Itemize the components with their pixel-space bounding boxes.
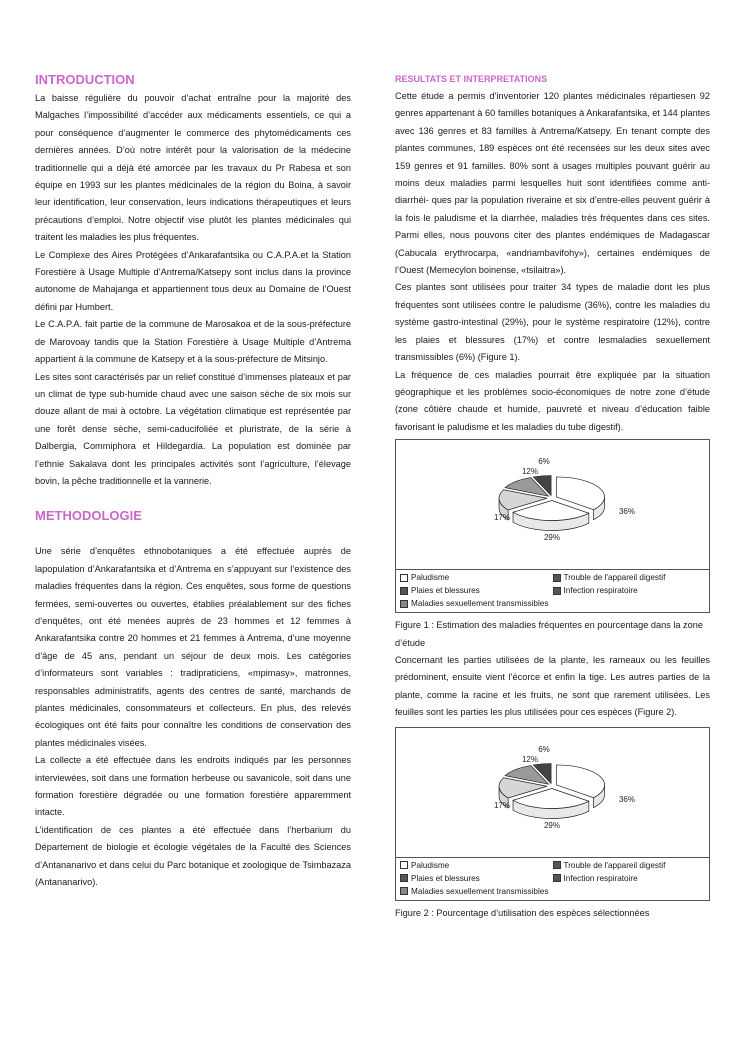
figure-2-caption: Figure 2 : Pourcentage d’utilisation des espèces sélectionnées	[395, 907, 650, 918]
results-paragraph: Cette étude a permis d’inventorier 120 plantes médicinales répartiesen 92 genres appartenant à 60 familles botaniques à Ankarafantsika, et 144 plantes avec 136 genres et 83 familles à Antrema/Katsepy. En tenant compte des plantes communes, 189 espèces ont été recensées sur les deux sites avec 159 genres et 91 familles. 80% sont à usages multiples pouvant guérir au moins deux maladies parmi lesquelles huit sont identifiées comme anti-diarrhéi- ques par la population riveraine et six d’entre-elles peuvent guérir à la fois le paludisme et la diarrhée, maladies très fréquentes dans ces sites. Parmi elles, nous pouvons citer des plantes endémiques de Madagascar (Cabucala erythrocarpa, «andriambavifohy»), certaines endémiques de l’Ouest (Memecylon boinense, «tsilaitra»).	[395, 91, 710, 276]
legend-item: Maladies sexuellement transmissibles	[400, 599, 563, 608]
legend-item: Plaies et blessures	[400, 874, 553, 883]
pie-label: 29%	[543, 820, 561, 830]
intro-paragraph: Les sites sont caractérisés par un relief constitué d’immenses plateaux et par un climat de type sub-humide chaud avec une saison sèche de six mois sur douze allant de mai à octobre. La végétation climatique est représentée par une forêt dense sèche, semi-caducifoliée et pluristrate, de la série à Dalbergia, Commiphora et Hildegardia. La population est dominée par l’ethnie Sakalava dont les principales activités sont l’agriculture, l’élevage bovin, la pêche traditionnelle et la vannerie.	[35, 371, 351, 486]
method-paragraph: Une série d’enquêtes ethnobotaniques a été effectuée auprès de lapopulation d’Ankarafantsika et d’Antrema en s’appuyant sur l’existence des maladies fréquentes dans la région. Ces enquêtes, sous forme de questions fermées, semi-ouvertes ou ouvertes, établies préalablement sur des fiches d’enquêtes, ont été menées auprès de 23 hommes et 12 femmes à Ankarafantsika contre 20 hommes et 21 femmes à Antrema, d’une moyenne d’âge de 45 ans, pendant un séjour de deux mois. Les catégories d’informateurs sont variables : tradipraticiens, «mpimasy», matronnes, responsables administratifs, agents des centres de santé, marchands de plantes médicinales, consommateurs et collecteurs. En plus, des relevés écologiques ont été faits pour connaître les conditions de conservation des plantes médicinales visées.	[35, 546, 351, 748]
pie-chart-1	[396, 440, 709, 569]
introduction-heading: INTRODUCTION	[35, 72, 135, 87]
legend-swatch	[553, 874, 561, 882]
figure-2	[395, 727, 710, 901]
legend-swatch	[553, 587, 561, 595]
legend-swatch	[553, 574, 561, 582]
method-paragraph: La collecte a été effectuée dans les endroits indiqués par les personnes interviewées, soit dans une formation herbeuse ou savanicole, soit dans une formation forestière dégradée ou une formation forestière apparemment intacte.	[35, 755, 351, 818]
results-heading: RESULTATS ET INTERPRETATIONS	[395, 74, 548, 84]
legend-swatch	[400, 861, 408, 869]
legend-item: Infection respiratoire	[553, 586, 706, 595]
pie-label: 17%	[493, 800, 511, 810]
legend-swatch	[400, 600, 408, 608]
legend-item: Plaies et blessures	[400, 586, 553, 595]
legend-swatch	[400, 874, 408, 882]
legend-item: Paludisme	[400, 861, 553, 870]
legend-swatch	[400, 574, 408, 582]
method-paragraph: L’identification de ces plantes a été effectuée dans l’herbarium du Département de biologie et écologie végétales de la Faculté des Sciences d’Antananarivo et dans celui du Parc botanique et zoologique de Tsimbazaza (Antananarivo).	[35, 824, 351, 888]
pie-label: 6%	[538, 744, 550, 754]
pie-label: 36%	[618, 507, 636, 517]
legend-item: Maladies sexuellement transmissibles	[400, 887, 563, 896]
intro-paragraph: Le Complexe des Aires Protégées d’Ankarafantsika ou C.A.P.A.et la Station Forestière à Usage Multiple d’Antrema/Katsepy sont inclus dans la province autonome de Mahajanga et appartiennent tous deux au Domaine de l’Ouest défini par Humbert.	[35, 249, 351, 312]
pie-label: 36%	[618, 794, 636, 804]
legend-item: Infection respiratoire	[553, 874, 706, 883]
figure-1	[395, 439, 710, 613]
pie-chart-2	[396, 728, 709, 857]
pie-label: 12%	[521, 754, 539, 764]
legend-swatch	[400, 587, 408, 595]
results-paragraph: Ces plantes sont utilisées pour traiter 34 types de maladie dont les plus fréquentes sont utilisées contre le paludisme (36%), contre les maladies du système gastro-intestinal (29%), pour le système respiratoire (12%), contre les plaies et blessures (17%) et contre lesmaladies sexuellement transmissibles (6%) (Figure 1).	[395, 282, 710, 363]
intro-paragraph: Le C.A.P.A. fait partie de la commune de Marosakoa et de la sous-préfecture de Marovoay tandis que la Station Forestière à Usage Multiple d’Antrema appartient à la commune de Katsepy et à la sous-préfecture de Mitsinjo.	[35, 319, 351, 365]
left-column	[35, 72, 351, 891]
legend-swatch	[553, 861, 561, 869]
figure-1-legend	[396, 570, 709, 612]
results-paragraph: La fréquence de ces maladies pourrait être expliquée par la situation géographique et les problèmes socio-économiques de notre zone d’étude (zone côtière chaude et humide, pauvreté et niveau d’éducation faible favorisant le paludisme et les maladies du tube digestif).	[395, 369, 710, 432]
pie-label: 17%	[493, 513, 511, 523]
right-column	[395, 74, 710, 922]
legend-item: Trouble de l'appareil digestif	[553, 861, 706, 870]
legend-item: Paludisme	[400, 573, 553, 582]
figure-2-plot	[396, 728, 709, 858]
figure-1-plot	[396, 440, 709, 570]
legend-item: Trouble de l'appareil digestif	[553, 573, 706, 582]
parts-paragraph: Concernant les parties utilisées de la plante, les rameaux ou les feuilles prédominent, ensuite vient l’écorce et enfin la tige. Les autres parties de la plante, comme la racine et les fruits, ne sont que rarement utilisées. Les feuilles sont les parties les plus utilisées pour ces espèces (Figure 2).	[395, 654, 710, 718]
intro-paragraph: La baisse régulière du pouvoir d’achat entraîne pour la majorité des Malgaches l’impossibilité d’accéder aux médicaments essentiels, ce qui a pour conséquence d’augmenter le commerce des phytomédicaments ces dernières années. D’où notre intérêt pour la valorisation de la médecine traditionnelle qui a déjà été amorcée par les travaux du Pr Rabesa et son équipe en 1993 sur les plantes médicinales de la région du Boina, à savoir leur identification, leur conservation, leurs indications thérapeutiques et leurs précautions d’emploi. Notre objectif vise plutôt les plantes médicinales qui traitent les maladies les plus fréquentes.	[35, 93, 351, 243]
figure-2-legend	[396, 858, 709, 900]
pie-label: 12%	[521, 467, 539, 477]
legend-swatch	[400, 887, 408, 895]
figure-1-caption: Figure 1 : Estimation des maladies fréquentes en pourcentage dans la zone d’étude	[395, 620, 703, 648]
methodology-heading: METHODOLOGIE	[35, 508, 142, 524]
pie-label: 29%	[543, 533, 561, 543]
pie-label: 6%	[538, 457, 550, 467]
